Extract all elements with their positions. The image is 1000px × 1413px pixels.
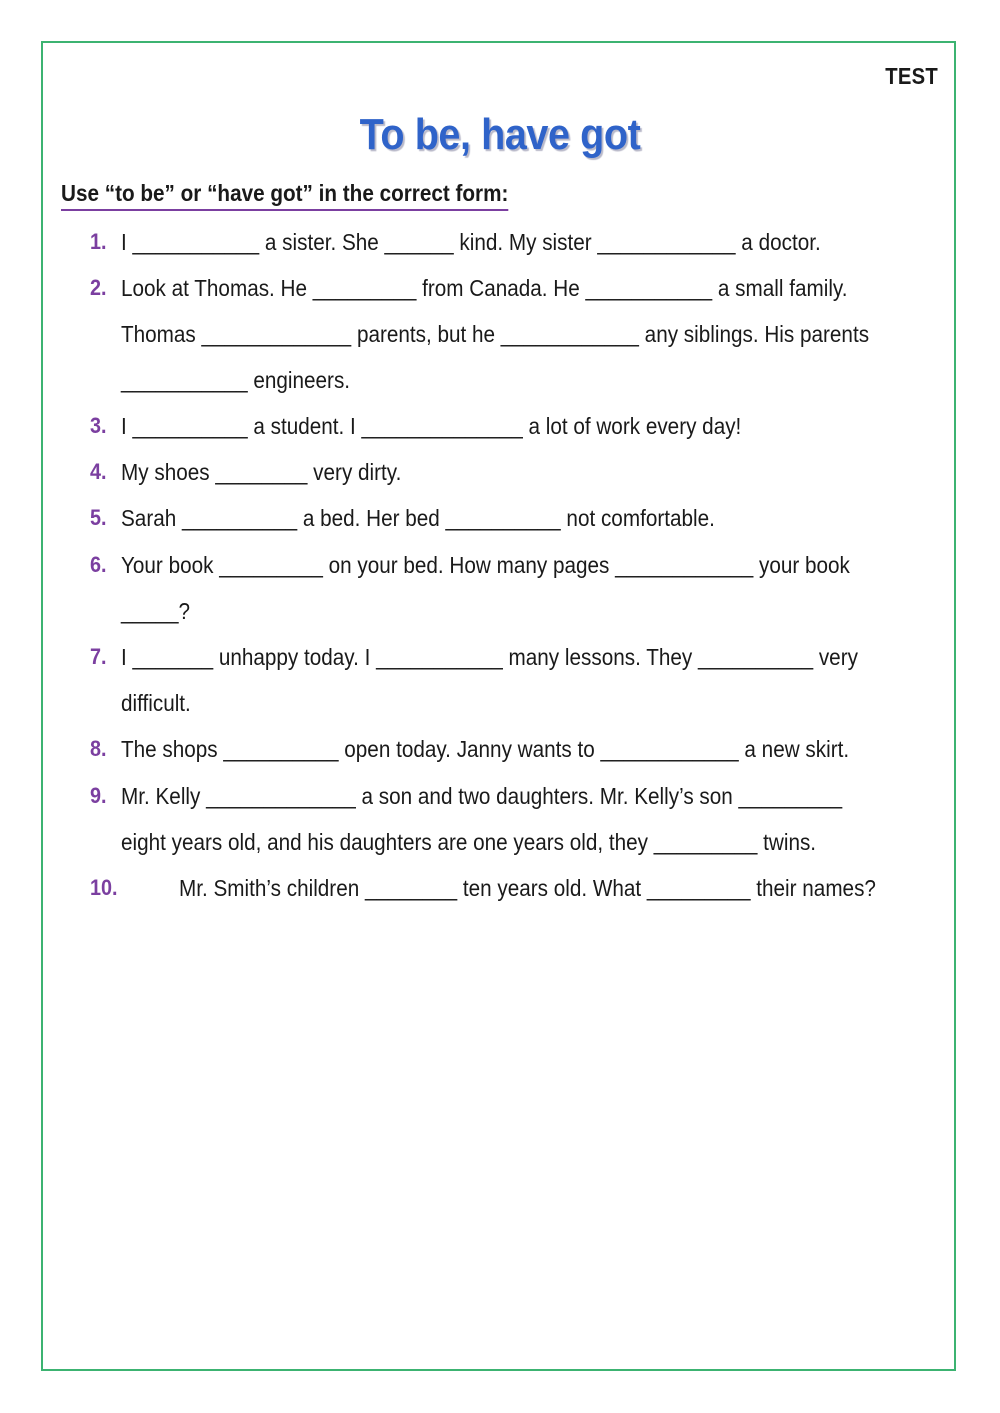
exercise-2-line-1: Look at Thomas. He _________ from Canada. He ___________ a small family. (121, 275, 848, 301)
exercise-1-line-1: I ___________ a sister. She ______ kind. My sister ____________ a doctor. (121, 229, 821, 255)
worksheet-title (0, 110, 1000, 160)
exercise-2-line-2: Thomas _____________ parents, but he ____________ any siblings. His parents (121, 321, 870, 347)
exercise-number-4: 4. (90, 459, 107, 484)
instruction-heading: Use “to be” or “have got” in the correct form: (61, 180, 508, 211)
exercise-number-5: 5. (90, 505, 107, 530)
exercise-number-7: 7. (90, 644, 107, 669)
test-label: TEST (885, 63, 938, 89)
exercise-7-line-2: difficult. (121, 690, 191, 716)
exercise-number-10: 10. (90, 875, 118, 900)
exercise-number-3: 3. (90, 413, 107, 438)
worksheet-title-text: To be, have got (359, 110, 641, 159)
exercise-4-line-1: My shoes ________ very dirty. (121, 459, 402, 485)
exercise-8-line-1: The shops __________ open today. Janny wants to ____________ a new skirt. (121, 736, 850, 762)
exercise-2-line-3: ___________ engineers. (121, 367, 351, 393)
exercise-7-line-1: I _______ unhappy today. I ___________ many lessons. They __________ very (121, 644, 858, 670)
exercise-3-line-1: I __________ a student. I ______________ a lot of work every day! (121, 413, 742, 439)
exercise-6-line-2: _____? (121, 598, 191, 624)
exercise-number-2: 2. (90, 275, 107, 300)
exercise-9-line-1: Mr. Kelly _____________ a son and two daughters. Mr. Kelly’s son _________ (121, 783, 843, 809)
exercise-number-1: 1. (90, 229, 107, 254)
exercise-5-line-1: Sarah __________ a bed. Her bed __________ not comfortable. (121, 505, 715, 531)
exercise-number-6: 6. (90, 552, 107, 577)
exercise-6-line-1: Your book _________ on your bed. How many pages ____________ your book (121, 552, 850, 578)
exercise-9-line-2: eight years old, and his daughters are one years old, they _________ twins. (121, 829, 817, 855)
exercise-number-8: 8. (90, 736, 107, 761)
exercise-10-line-1: Mr. Smith’s children ________ ten years old. What _________ their names? (179, 875, 876, 901)
exercise-number-9: 9. (90, 783, 107, 808)
